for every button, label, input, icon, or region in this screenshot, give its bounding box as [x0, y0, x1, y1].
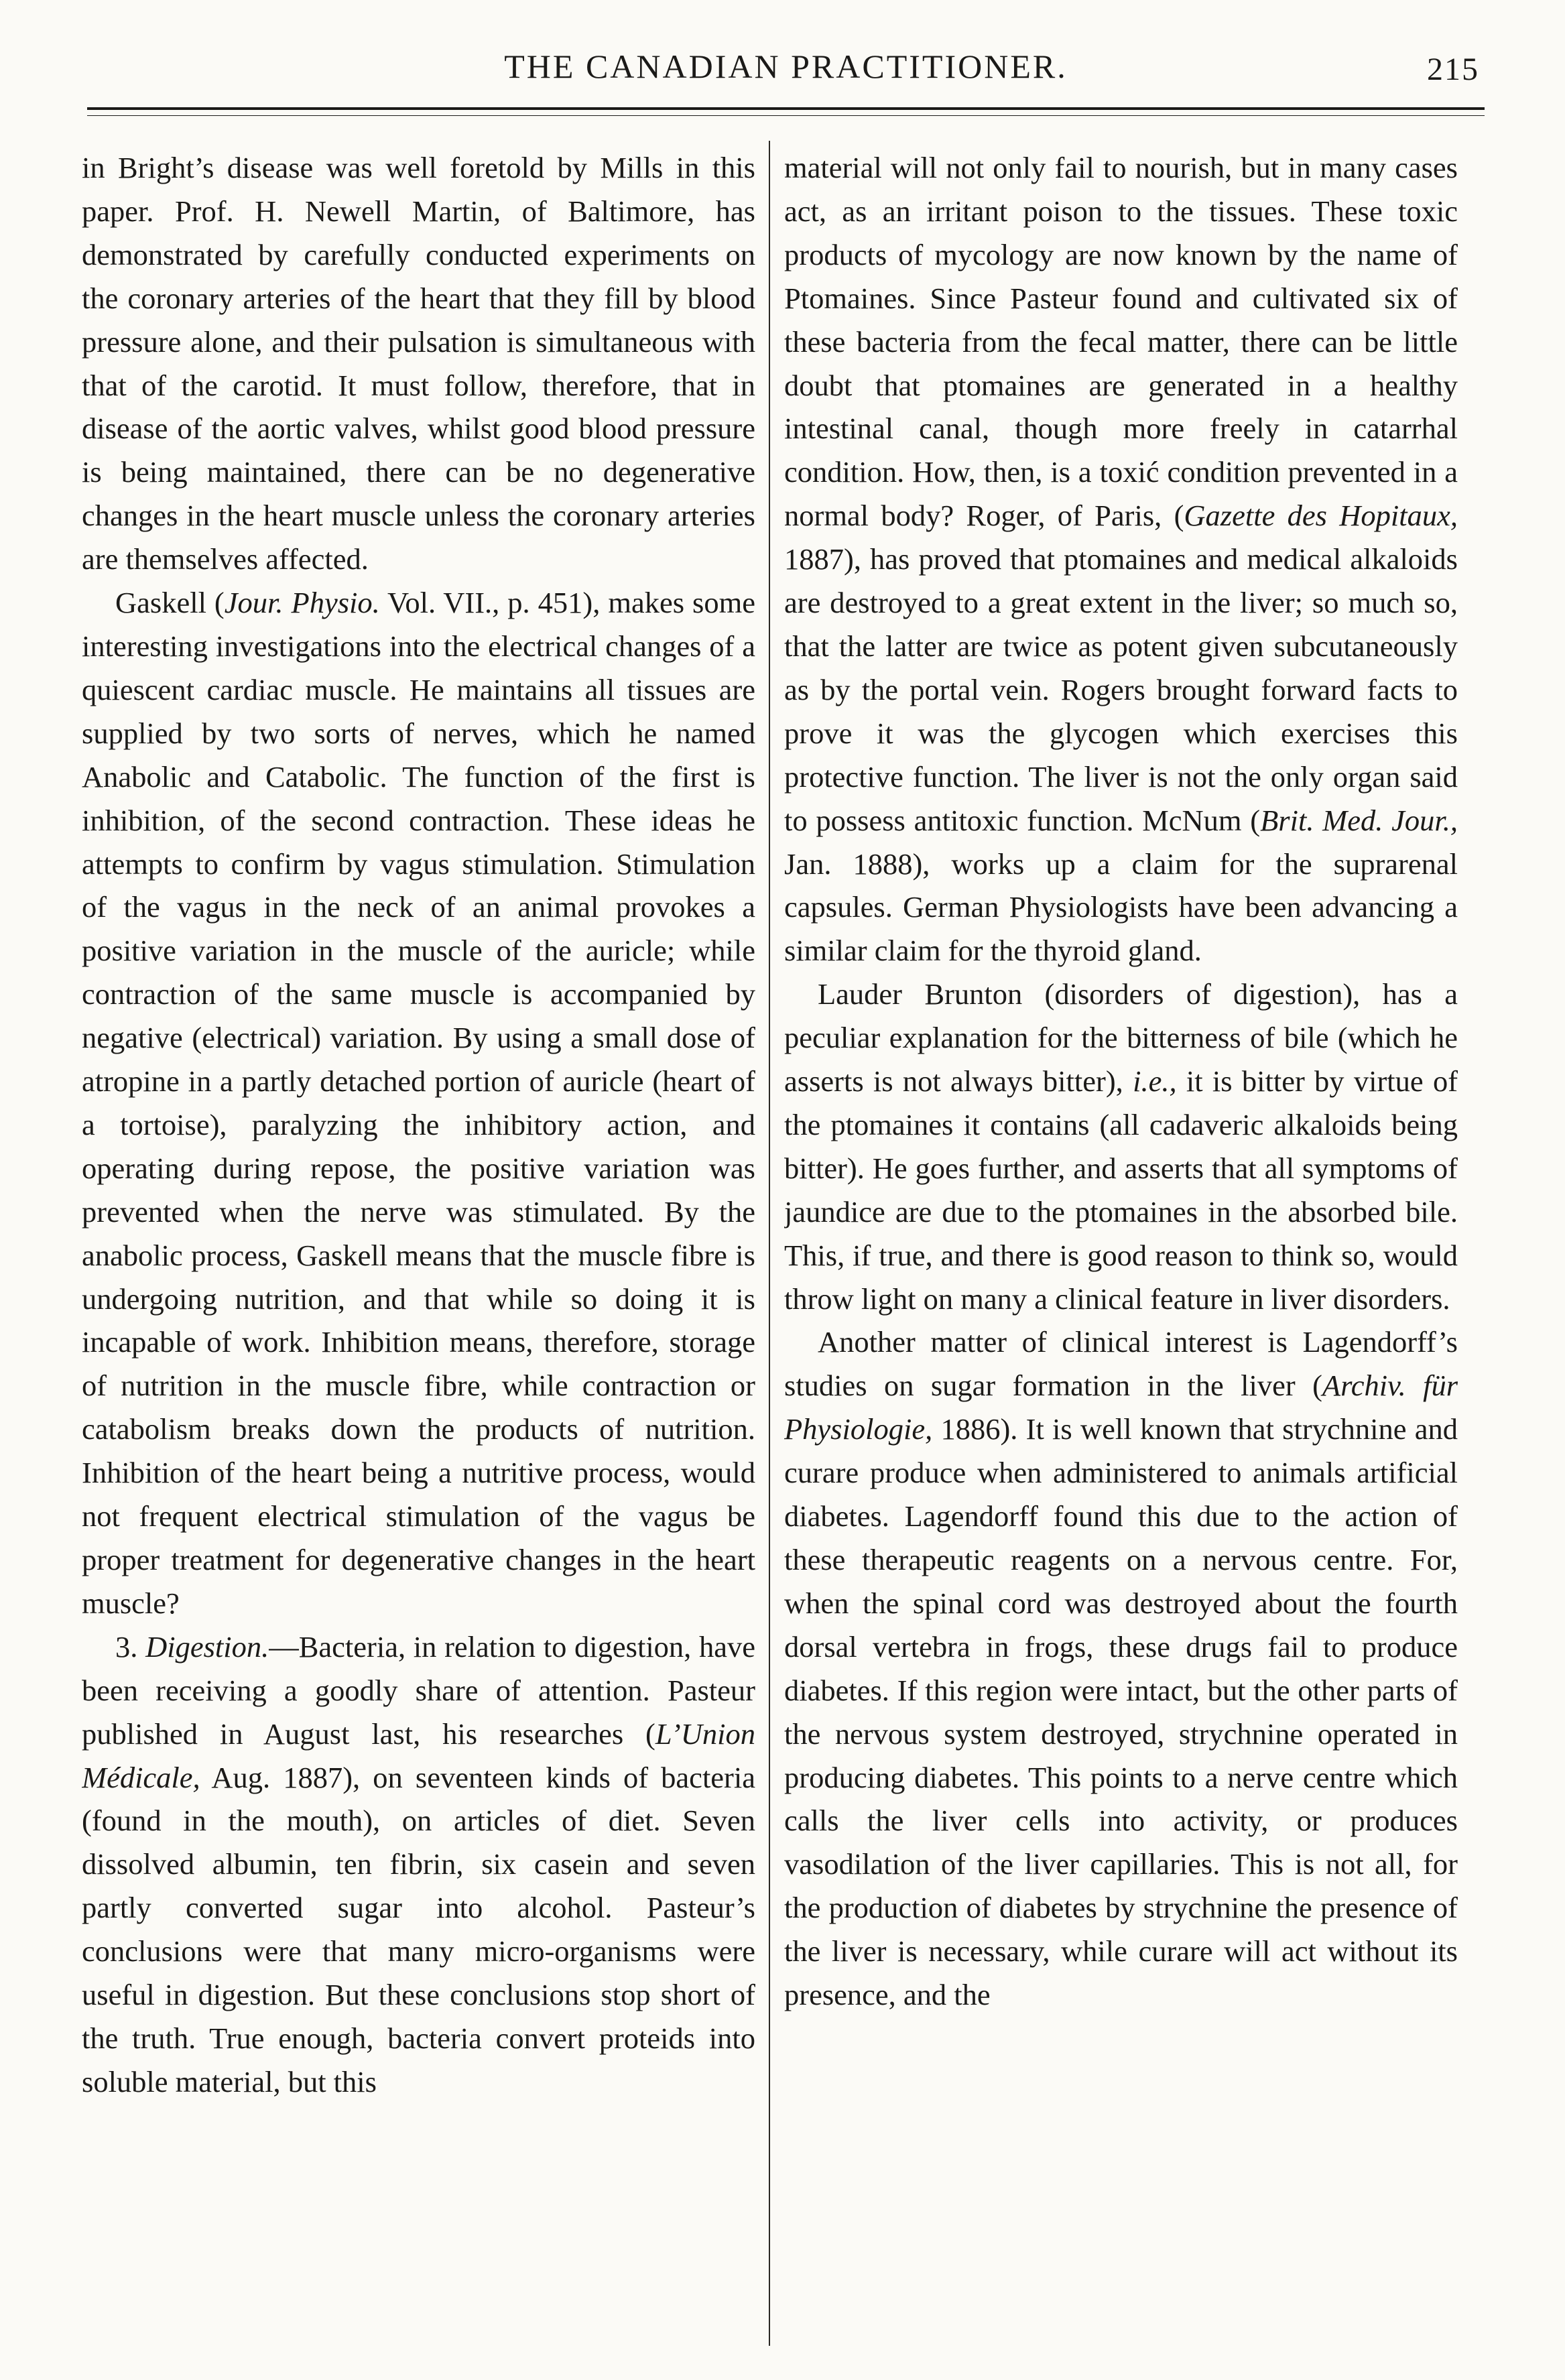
paragraph-gaskell: Gaskell (Jour. Physio. Vol. VII., p. 451), makes some interesting investigations into the electrical changes of a quiescent cardiac muscle. He maintains all tissues are supplied by two sorts of nerves, which he named Anabolic and Catabolic. The function of the first is inhibition, of the second contraction. These ideas he attempts to confirm by vagus stimulation. Stimulation of the vagus in the neck of an animal provokes a positive variation in the muscle of the auricle; while contraction of the same muscle is accompanied by negative (electrical) variation. By using a small dose of atropine in a partly detached portion of auricle (heart of a tortoise), paralyzing the inhibitory action, and operating during repose, the positive variation was prevented when the nerve was stimulated. By the anabolic process, Gaskell means that the muscle fibre is undergoing nutrition, and that while so doing it is incapable of work. Inhibition means, therefore, storage of nutrition in the muscle fibre, while contraction or catabolism breaks down the products of nutrition. Inhibition of the heart being a nutritive process, would not frequent electrical stimulation of the vagus be proper treatment for degenerative changes in the heart muscle? [82, 586, 755, 1620]
paragraph-lauder-brunton: Lauder Brunton (disorders of digestion), has a peculiar explanation for the bitterness of bile (which he asserts is not always bitter), i.e., it is bitter by virtue of the ptomaines it contains (all cadaveric alkaloids being bitter). He goes further, and asserts that all symptoms of jaundice are due to the ptomaines in the absorbed bile. This, if true, and there is good reason to think so, would throw light on many a clinical feature in liver disorders. [784, 977, 1458, 1316]
paragraph-lagendorff: Another matter of clinical interest is Lagendorff’s studies on sugar formation in the liver (Archiv. für Physiologie, 1886). It is well known that strychnine and curare produce when administered to animals artificial diabetes. Lagendorff found this due to the action of these therapeutic reagents on a nervous centre. For, when the spinal cord was destroyed about the fourth dorsal vertebra in frogs, these drugs fail to produce diabetes. If this region were intact, but the other parts of the nervous system destroyed, strychnine operated in producing diabetes. This points to a nerve centre which calls the liver cells into activity, or produces vasodilation of the liver capillaries. This is not all, for the production of diabetes by strychnine the presence of the liver is necessary, while curare will act without its presence, and the [784, 1325, 1458, 2012]
header-rule [87, 107, 1485, 116]
right-column [784, 146, 1458, 2348]
citation-brit-med-jour: Brit. Med. Jour., [1260, 803, 1458, 837]
column-divider [769, 141, 770, 2346]
page-header [87, 42, 1485, 102]
left-column [82, 146, 755, 2348]
citation-union-medicale: L’Union Médicale, [82, 1716, 755, 1794]
paragraph-bright-disease: in Bright’s disease was well foretold by Mills in this paper. Prof. H. Newell Martin, of Baltimore, has demonstrated by carefully conducted experiments on the coronary arteries of the heart that they fill by blood pressure alone, and their pulsation is simultaneous with that of the carotid. It must follow, therefore, that in disease of the aortic valves, whilst good blood pressure is being maintained, there can be no degenerative changes in the heart muscle unless the coronary arteries are themselves affected. [82, 151, 755, 576]
section-heading-digestion: Digestion. [145, 1629, 269, 1664]
running-head: THE CANADIAN PRACTITIONER. [504, 48, 1068, 85]
citation-archiv-physiologie: Archiv. für Physiologie, [784, 1369, 1458, 1446]
paragraph-digestion: 3. Digestion.—Bacteria, in relation to digestion, have been receiving a goodly share of attention. Pasteur published in August last, his researches (L’Union Médicale, Aug. 1887), on seventeen kinds of bacteria (found in the mouth), on articles of diet. Seven dissolved albumin, ten fibrin, six casein and seven partly converted sugar into alcohol. Pasteur’s conclusions were that many micro-organisms were useful in digestion. But these conclusions stop short of the truth. True enough, bacteria convert proteids into soluble material, but this [82, 1629, 755, 2099]
page-number: 215 [1427, 52, 1479, 87]
citation-gazette-hopitaux: Gazette des Hopitaux, [1184, 499, 1458, 533]
abbrev-ie: i.e., [1133, 1064, 1177, 1099]
citation-jour-physio: Jour. Physio. [224, 586, 380, 620]
paragraph-ptomaines: material will not only fail to nourish, but in many cases act, as an irritant poison to the tissues. These toxic products of mycology are now known by the name of Ptomaines. Since Pasteur found and cultivated six of these bacteria from the fecal matter, there can be little doubt that ptomaines are generated in a healthy intestinal canal, though more freely in catarrhal condition. How, then, is a toxić condition prevented in a normal body? Roger, of Paris, (Gazette des Hopitaux, 1887), has proved that ptomaines and medical alkaloids are destroyed to a great extent in the liver; so much so, that the latter are twice as potent given subcutaneously as by the portal vein. Rogers brought forward facts to prove it was the glycogen which exercises this protective function. The liver is not the only organ said to possess antitoxic function. McNum (Brit. Med. Jour., Jan. 1888), works up a claim for the suprarenal capsules. German Physiologists have been advancing a similar claim for the thyroid gland. [784, 151, 1458, 968]
